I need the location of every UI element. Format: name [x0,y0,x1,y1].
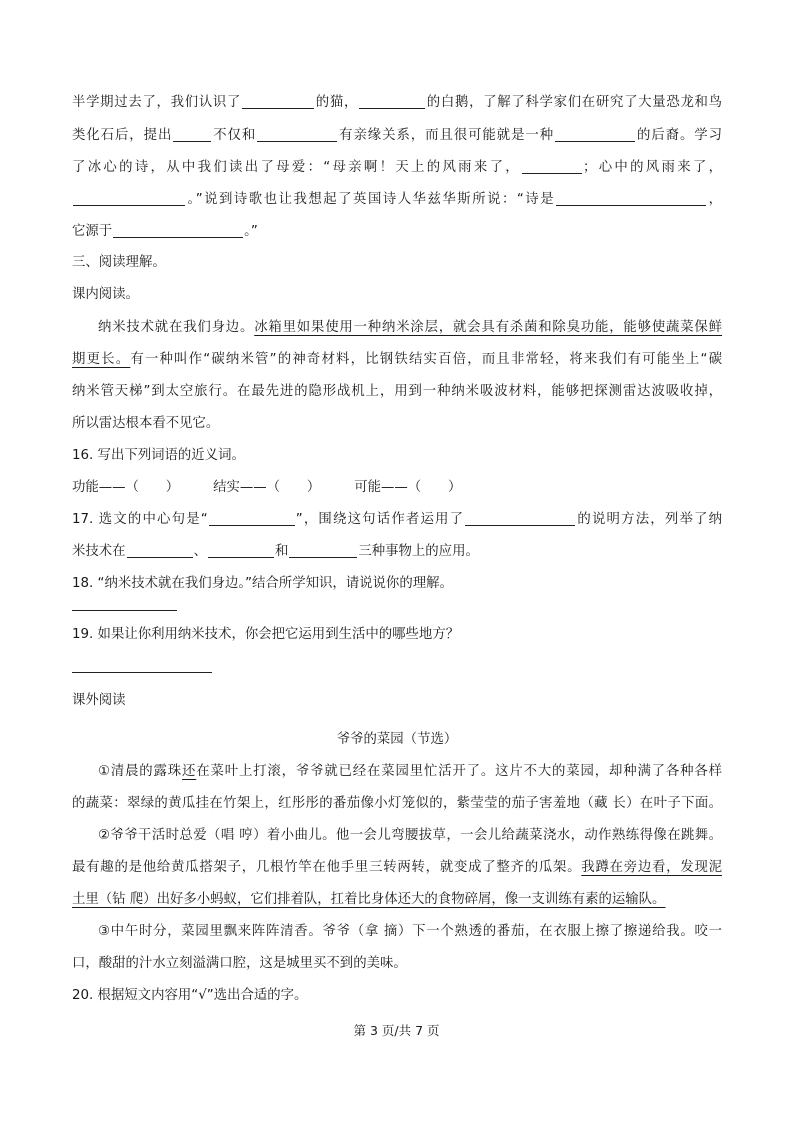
question-16-items [72,478,532,498]
answer-blank[interactable] [465,524,575,526]
article-p2-line-1: ②爷爷干活时总爱（唱 哼）着小曲儿。他一会儿弯腰拔草，一会儿给蔬菜浇水，动作熟练得像在跳舞。 [98,828,722,843]
page-footer: 第 3 页/共 7 页 [353,1023,440,1038]
article-p1-line-1: ①清晨的露珠还在菜叶上打滚，爷爷就已经在菜园里忙活开了。这片不大的菜园，却种满了各种各样 [98,764,722,779]
fill-line-4: 。”说到诗歌也让我想起了英国诗人华兹华斯所说：“诗是 ， [72,190,722,210]
article-p3-line-2: 口，酸甜的汁水立刻溢满口腔，这是城里买不到的美味。 [72,956,407,971]
answer-blank[interactable] [242,107,314,109]
passage-line-3: 纳米管天梯”到太空旅行。在最先进的隐形战机上，用到一种纳米吸波材料，能够把探测雷达波吸收掉， [72,384,722,399]
article-p3-line-1: ③中午时分，菜园里飘来阵阵清香。爷爷（拿 摘）下一个熟透的番茄，在衣服上擦了擦递给我。咬一 [98,924,722,939]
answer-line[interactable] [72,610,177,611]
answer-blank[interactable] [257,140,337,142]
fill-line-5: 它源于 。” [72,224,258,239]
answer-blank[interactable] [209,524,295,526]
passage-line-1: 纳米技术就在我们身边。冰箱里如果使用一种纳米涂层，就会具有杀菌和除臭功能，能够使蔬菜保鲜 [98,320,722,335]
section-heading: 三、阅读理解。 [72,255,166,270]
answer-blank[interactable] [113,236,243,238]
article-p1-line-2: 的蔬菜：翠绿的黄瓜挂在竹架上，红彤彤的番茄像小灯笼似的，紫莹莹的茄子害羞地（藏 长）在叶子下面。 [72,796,722,811]
answer-blank[interactable] [173,140,211,142]
synonym-item[interactable]: 功能——（ ） [72,480,180,495]
fill-line-3: 了冰心的诗，从中我们读出了母爱：“母亲啊！天上的风雨来了， ；心中的风雨来了， [72,160,723,175]
question-17-line-1: 17. 选文的中心句是“ ”，围绕这句话作者运用了 的说明方法，列举了纳 [72,512,722,527]
answer-blank[interactable] [555,140,635,142]
question-20: 20. 根据短文内容用“√”选出合适的字。 [72,988,308,1003]
question-17-line-2: 米技术在 、 和 三种事物上的应用。 [72,544,479,559]
answer-blank[interactable] [359,107,425,109]
inclass-reading-label: 课内阅读。 [72,287,139,302]
article-p2-line-3: 土里（钻 爬）出好多小蚂蚁，它们排着队，扛着比身体还大的食物碎屑，像一支训练有素的运输队。 [72,892,666,907]
answer-blank[interactable] [208,556,274,558]
passage-line-4: 所以雷达根本看不见它。 [72,416,220,431]
fill-line-2: 类化石后，提出 不仅和 有亲缘关系，而且很可能就是一种 的后裔。学习 [72,128,723,143]
question-18: 18. “纳米技术就在我们身边。”结合所学知识，请说说你的理解。 [72,576,453,591]
fill-line-1: 半学期过去了，我们认识了 的猫， 的白鹅，了解了科学家们在研究了大量恐龙和鸟 [72,95,723,110]
answer-blank[interactable] [556,204,706,206]
answer-blank[interactable] [127,556,193,558]
answer-line[interactable] [72,672,212,673]
synonym-item[interactable]: 结实——（ ） [213,480,321,495]
synonym-item[interactable]: 可能——（ ） [354,480,462,495]
question-16: 16. 写出下列词语的近义词。 [72,448,245,463]
article-title: 爷爷的菜园（节选） [336,732,458,747]
answer-blank[interactable] [522,172,582,174]
question-19: 19. 如果让你利用纳米技术，你会把它运用到生活中的哪些地方？ [72,627,460,642]
answer-blank[interactable] [73,204,185,206]
article-p2-line-2: 最有趣的是他给黄瓜搭架子，几根竹竿在他手里三转两转，就变成了整齐的瓜架。我蹲在旁边看，发现泥 [72,860,723,875]
answer-blank[interactable] [289,556,357,558]
outclass-reading-label: 课外阅读 [72,693,126,708]
passage-line-2: 期更长。有一种叫作“碳纳米管”的神奇材料，比钢铁结实百倍，而且非常轻，将来我们有可能坐上“碳 [72,352,723,367]
